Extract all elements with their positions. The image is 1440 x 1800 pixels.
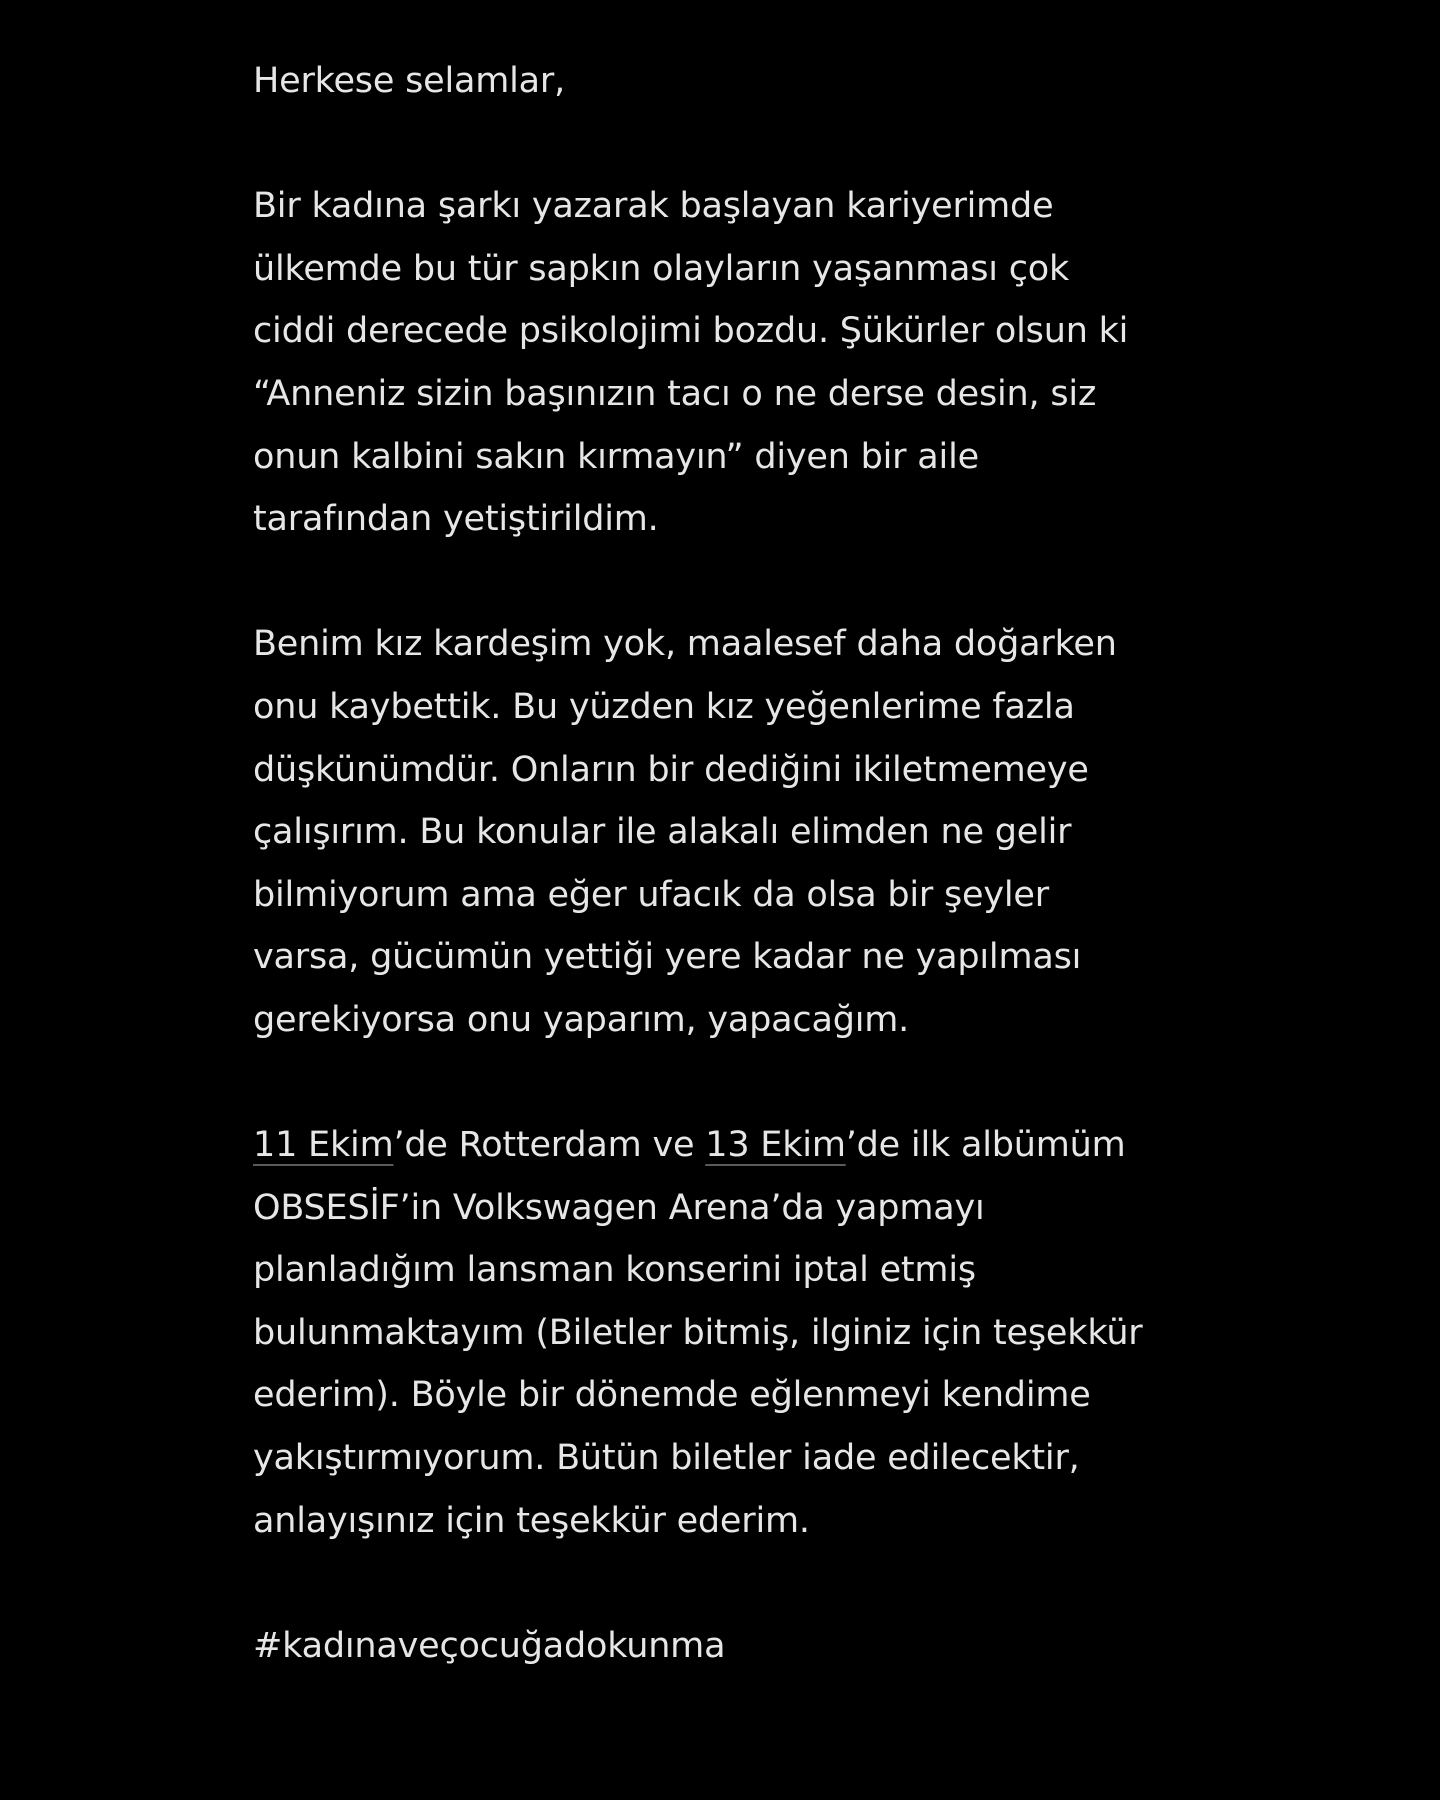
paragraph-2-line: Benim kız kardeşim yok, maalesef daha doğarken	[253, 624, 1117, 665]
paragraph-gap	[253, 113, 1193, 176]
paragraph-1-line: “Anneniz sizin başınızın tacı o ne derse desin, siz	[253, 373, 1097, 414]
paragraph-1-line: tarafından yetiştirildim.	[253, 499, 659, 540]
paragraph-1	[253, 175, 1193, 551]
paragraph-gap	[253, 551, 1193, 614]
paragraph-3-text: ’de ilk albümüm	[845, 1125, 1126, 1166]
paragraph-gap	[253, 1552, 1193, 1615]
paragraph-2-line: çalışırım. Bu konular ile alakalı elimden ne gelir	[253, 812, 1072, 853]
paragraph-2	[253, 613, 1193, 1051]
note-body	[253, 50, 1193, 1677]
paragraph-1-line: onun kalbini sakın kırmayın” diyen bir aile	[253, 436, 979, 477]
date-link-oct-13[interactable]: 13 Ekim	[705, 1125, 846, 1166]
date-link-oct-11[interactable]: 11 Ekim	[253, 1125, 394, 1166]
paragraph-3-line: yakıştırmıyorum. Bütün biletler iade edilecektir,	[253, 1438, 1080, 1479]
paragraph-2-line: varsa, gücümün yettiği yere kadar ne yapılması	[253, 937, 1082, 978]
paragraph-3	[253, 1114, 1193, 1552]
paragraph-3-line: anlayışınız için teşekkür ederim.	[253, 1500, 810, 1541]
paragraph-gap	[253, 1052, 1193, 1115]
paragraph-1-line: Bir kadına şarkı yazarak başlayan kariyerimde	[253, 186, 1054, 227]
paragraph-3-text: ’de Rotterdam ve	[393, 1125, 706, 1166]
paragraph-1-line: ciddi derecede psikolojimi bozdu. Şükürler olsun ki	[253, 311, 1129, 352]
greeting-text: Herkese selamlar,	[253, 61, 566, 101]
paragraph-3-line: OBSESİF’in Volkswagen Arena’da yapmayı	[253, 1187, 985, 1228]
paragraph-3-line: bulunmaktayım (Biletler bitmiş, ilginiz için teşekkür	[253, 1312, 1143, 1353]
paragraph-3-line: ederim). Böyle bir dönemde eğlenmeyi kendime	[253, 1375, 1091, 1416]
hashtag-text: #kadınaveçocuğadokunma	[253, 1625, 726, 1666]
paragraph-1-line: ülkemde bu tür sapkın olayların yaşanması çok	[253, 248, 1070, 289]
paragraph-2-line: düşkünümdür. Onların bir dediğini ikiletmemeye	[253, 749, 1089, 790]
paragraph-2-line: gerekiyorsa onu yaparım, yapacağım.	[253, 999, 910, 1040]
paragraph-3-first-line	[253, 1114, 1193, 1177]
paragraph-3-line: planladığım lansman konserini iptal etmiş	[253, 1250, 976, 1291]
paragraph-2-line: bilmiyorum ama eğer ufacık da olsa bir şeyler	[253, 874, 1049, 915]
paragraph-2-line: onu kaybettik. Bu yüzden kız yeğenlerime fazla	[253, 686, 1075, 727]
